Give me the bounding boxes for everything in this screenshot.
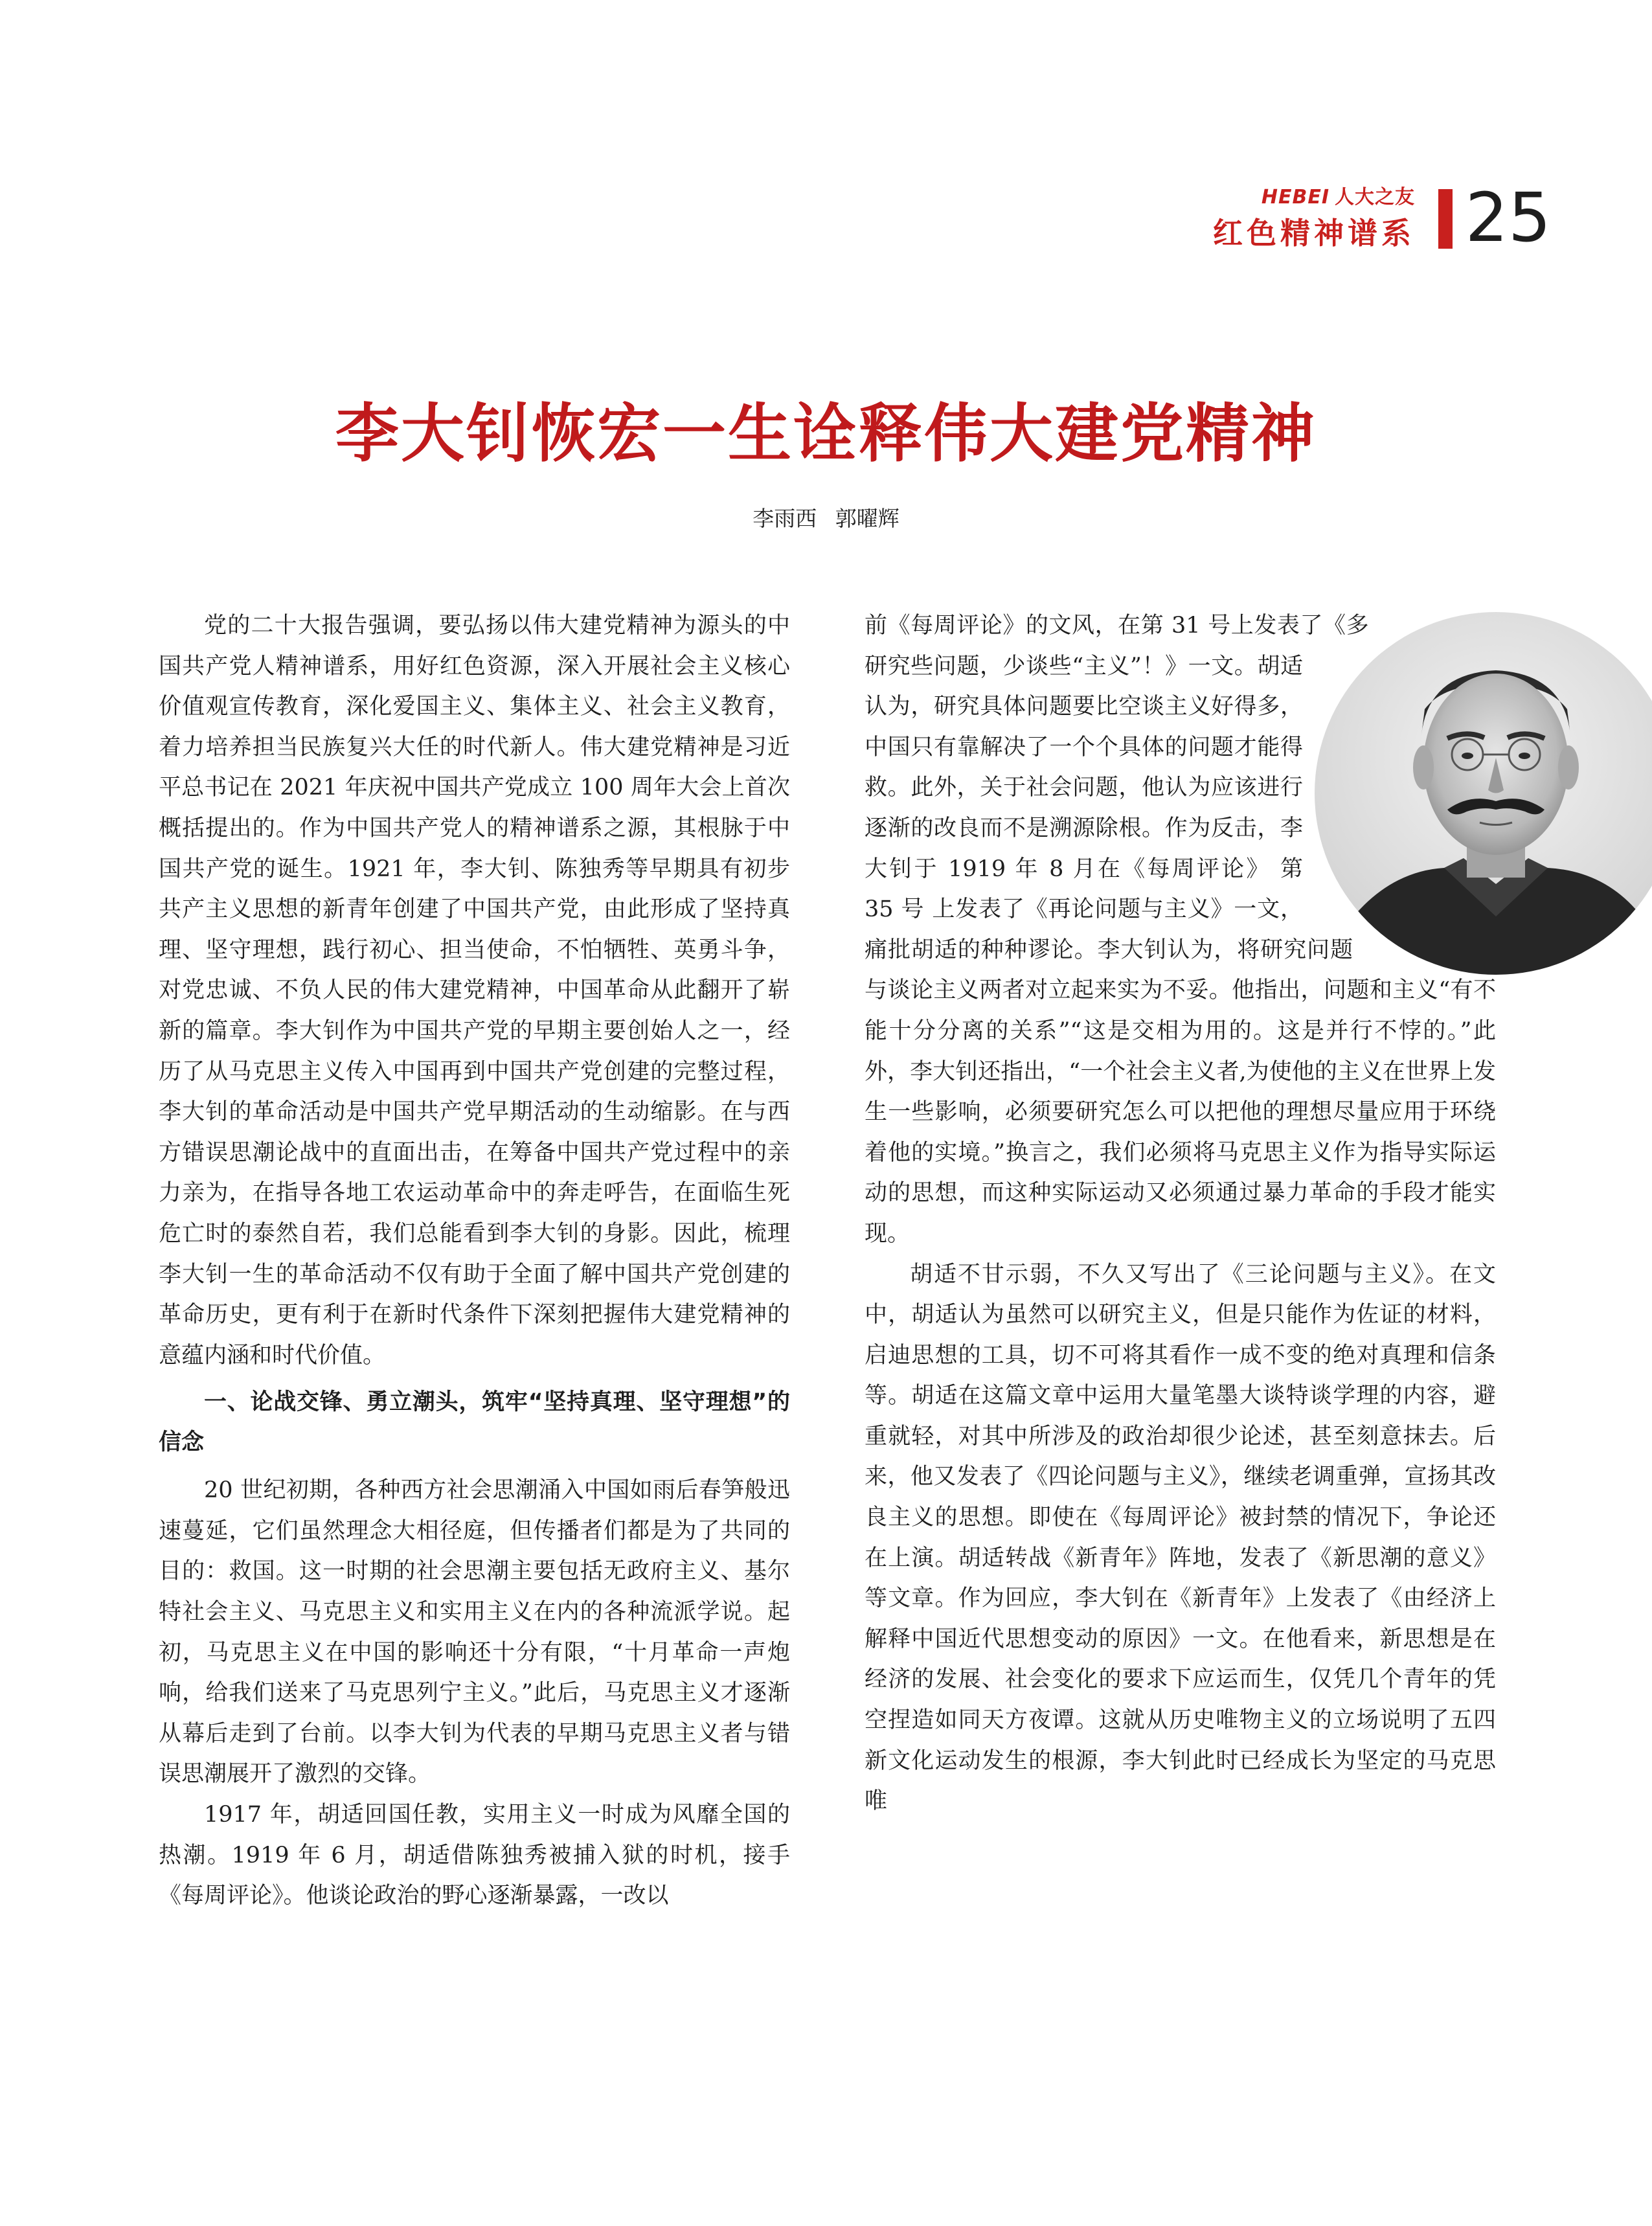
brand-en: HEBEI [1261, 186, 1330, 209]
body-paragraph: 胡适不甘示弱，不久又写出了《三论问题与主义》。在文中，胡适认为虽然可以研究主义，但是只能作为佐证的材料，启迪思想的工具，切不可将其看作一成不变的绝对真理和信条等。胡适在这篇文章中运用大量笔墨大谈特谈学理的内容，避重就轻，对其中所涉及的政治却很少论述，甚至刻意抹去。后来，他又发表了《四论问题与主义》，继续老调重弹，宣扬其改良主义的思想。即使在《每周评论》被封禁的情况下，争论还在上演。胡适转战《新青年》阵地，发表了《新思潮的意义》等文章。作为回应，李大钊在《新青年》上发表了《由经济上解释中国近代思想变动的原因》一文。在他看来，新思想是在经济的发展、社会变化的要求下应运而生，仅凭几个青年的凭空捏造如同天方夜谭。这就从历史唯物主义的立场说明了五四新文化运动发生的根源，李大钊此时已经成长为坚定的马克思唯 [865, 1261, 1496, 1815]
right-column [865, 606, 1496, 1822]
section-name: 红色精神谱系 [1213, 216, 1415, 251]
page-number: 25 [1465, 178, 1551, 257]
body-paragraph: 前《每周评论》的文风，在第 31 号上发表了《多研究些问题，少谈些“主义”！》一文。胡适认为，研究具体问题要比空谈主义好得多，中国只有靠解决了一个个具体的问题才能得救。此外，关于社会问题，他认为应该进行逐渐的改良而不是溯源除根。作为反击，李大钊于 1919 年 8 月在《每周评论》 第 35 号 上发表了《再论问题与主义》一文，痛批胡适的种种谬论。李大钊认为，将研究问题与谈论主义两者对立起来实为不妥。他指出，问题和主义“有不能十分分离的关系”“这是交相为用的。这是并行不悖的。”此外，李大钊还指出，“一个社会主义者,为使他的主义在世界上发生一些影响，必须要研究怎么可以把他的理想尽量应用于环绕着他的实境。”换言之，我们必须将马克思主义作为指导实际运动的思想，而这种实际运动又必须通过暴力革命的手段才能实现。 [865, 613, 1496, 1247]
left-column [159, 606, 790, 1916]
article-authors: 李雨西 郭曜辉 [752, 506, 900, 531]
magazine-brand [1213, 187, 1415, 209]
brand-cn: 人大之友 [1335, 186, 1415, 209]
section-heading: 一、论战交锋、勇立潮头，筑牢“坚持真理、坚守理想”的信念 [159, 1389, 790, 1456]
header-divider-bar [1438, 189, 1453, 249]
header-brand-block [1213, 187, 1415, 253]
body-paragraph: 1917 年，胡适回国任教，实用主义一时成为风靡全国的热潮。1919 年 6 月，胡适借陈独秀被捕入狱的时机，接手《每周评论》。他谈论政治的野心逐渐暴露，一改以 [159, 1802, 790, 1909]
article-title: 李大钊恢宏一生诠释伟大建党精神 [335, 397, 1317, 471]
intro-paragraph: 党的二十大报告强调，要弘扬以伟大建党精神为源头的中国共产党人精神谱系，用好红色资源，深入开展社会主义核心价值观宣传教育，深化爱国主义、集体主义、社会主义教育，着力培养担当民族复兴大任的时代新人。伟大建党精神是习近平总书记在 2021 年庆祝中国共产党成立 100 周年大会上首次概括提出的。作为中国共产党人的精神谱系之源，其根脉于中国共产党的诞生。1921 年，李大钊、陈独秀等早期具有初步共产主义思想的新青年创建了中国共产党，由此形成了坚持真理、坚守理想，践行初心、担当使命，不怕牺牲、英勇斗争，对党忠诚、不负人民的伟大建党精神，中国革命从此翻开了崭新的篇章。李大钊作为中国共产党的早期主要创始人之一，经历了从马克思主义传入中国再到中国共产党创建的完整过程，李大钊的革命活动是中国共产党早期活动的生动缩影。在与西方错误思潮论战中的直面出击，在筹备中国共产党过程中的亲力亲为，在指导各地工农运动革命中的奔走呼告，在面临生死危亡时的泰然自若，我们总能看到李大钊的身影。因此，梳理李大钊一生的革命活动不仅有助于全面了解中国共产党创建的革命历史，更有利于在新时代条件下深刻把握伟大建党精神的意蕴内涵和时代价值。 [159, 613, 790, 1369]
body-paragraph: 20 世纪初期，各种西方社会思潮涌入中国如雨后春笋般迅速蔓延，它们虽然理念大相径庭，但传播者们都是为了共同的目的：救国。这一时期的社会思潮主要包括无政府主义、基尔特社会主义、马克思主义和实用主义在内的各种流派学说。起初，马克思主义在中国的影响还十分有限，“十月革命一声炮响，给我们送来了马克思列宁主义。”此后，马克思主义才逐渐从幕后走到了台前。以李大钊为代表的早期马克思主义者与错误思潮展开了激烈的交锋。 [159, 1477, 790, 1788]
